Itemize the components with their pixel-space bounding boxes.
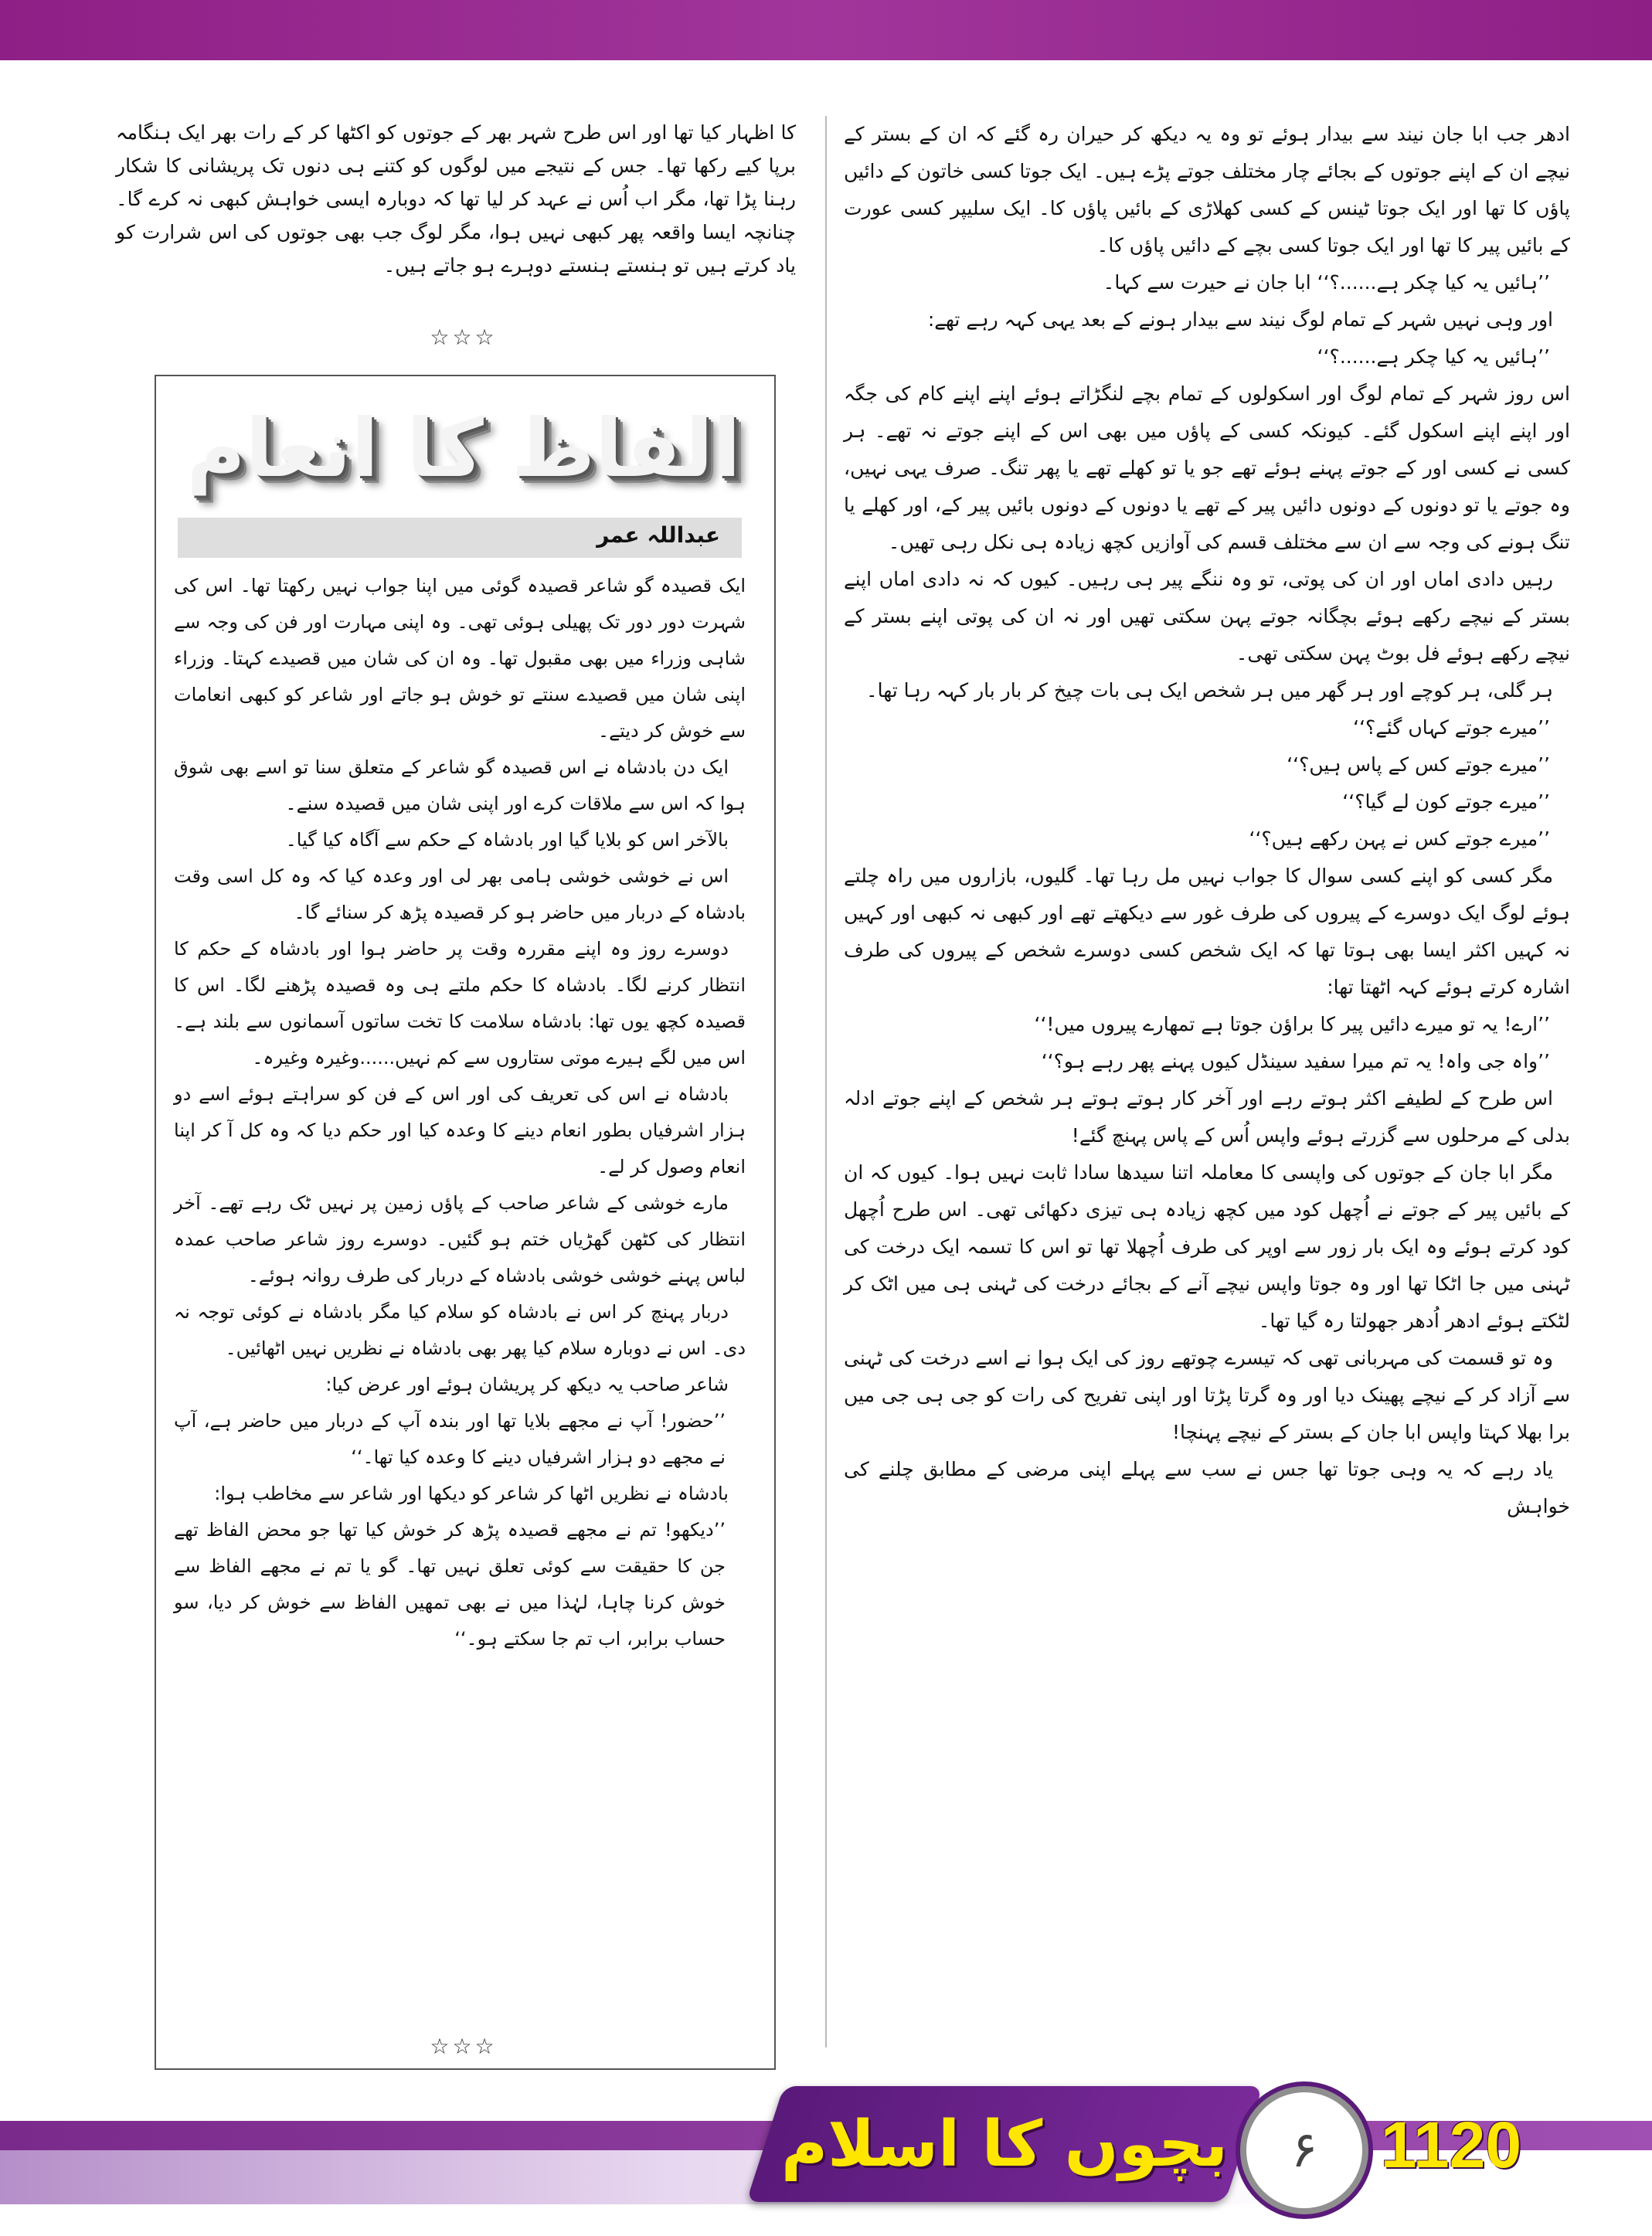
paragraph: شاعر صاحب یہ دیکھ کر پریشان ہوئے اور عرض کیا: <box>325 1374 729 1395</box>
story-end-stars: ☆☆☆ <box>430 2034 498 2059</box>
paragraph: رہیں دادی اماں اور ان کی پوتی، تو وہ ننگے پیر ہی رہیں۔ کیوں کہ نہ دادی اماں اپنے بستر کے نیچے رکھے ہوئے بچگانہ جوتے پہن سکتی تھیں اور نہ ان کی پوتی اپنے بستر کے نیچے رکھے ہوئے فل بوٹ پہن سکتی تھی۔ <box>844 568 1570 664</box>
paragraph: ’’میرے جوتے کس نے پہن رکھے ہیں؟‘‘ <box>1249 827 1550 850</box>
right-column-text <box>844 116 1570 1525</box>
page-number: ۶ <box>1240 2086 1368 2214</box>
paragraph: ’’حضور! آپ نے مجھے بلایا تھا اور بندہ آپ کے دربار میں حاضر ہے، آپ نے مجھے دو ہزار اشرفیاں دینے کا وعدہ کیا تھا۔‘‘ <box>174 1410 726 1468</box>
top-header-bar <box>0 0 1652 60</box>
paragraph: مگر کسی کو اپنے کسی سوال کا جواب نہیں مل رہا تھا۔ گلیوں، بازاروں میں راہ چلتے ہوئے لوگ ایک دوسرے کے پیروں کی طرف غور سے دیکھتے تھے اور کبھی نہ کبھی اور کہیں نہ کہیں اکثر ایسا بھی ہوتا تھا کہ ایک شخص کسی دوسرے شخص کے پیروں کی طرف اشارہ کرتے ہوئے کہہ اٹھتا تھا: <box>844 865 1570 998</box>
paragraph: اس روز شہر کے تمام لوگ اور اسکولوں کے تمام بچے لنگڑاتے ہوئے اپنے اپنے کام کی جگہ اور اپنے اپنے اسکول گئے۔ کیونکہ کسی کے پاؤں میں بھی اس کے اپنے جوتے نہ تھے۔ ہر کسی نے کسی اور کے جوتے پہنے ہوئے تھے جو یا تو کھلے تھے یا پھر تنگ۔ صرف یہی نہیں، وہ جوتے یا تو دونوں کے دونوں دائیں پیر کے تھے یا دونوں کے دونوں بائیں پیر کے، اور کھلے یا تنگ ہونے کی وجہ سے ان سے مختلف قسم کی آوازیں کچھ زیادہ ہی نکل رہی تھیں۔ <box>844 382 1570 553</box>
paragraph: ایک دن بادشاہ نے اس قصیدہ گو شاعر کے متعلق سنا تو اسے بھی شوق ہوا کہ اس سے ملاقات کرے اور اپنی شان میں قصیدہ سنے۔ <box>174 756 746 814</box>
issue-number: 1120 <box>1380 2108 1522 2181</box>
paragraph: ’’دیکھو! تم نے مجھے قصیدہ پڑھ کر خوش کیا تھا جو محض الفاظ تھے جن کا حقیقت سے کوئی تعلق نہیں تھا۔ گو یا تم نے مجھے الفاظ سے خوش کرنا چاہا، لہٰذا میں نے بھی تمھیں الفاظ سے خوش کر دیا، سو حساب برابر، اب تم جا سکتے ہو۔‘‘ <box>174 1519 726 1650</box>
author-name: عبداللہ عمر <box>597 522 720 548</box>
paragraph: ’’ہائیں یہ کیا چکر ہے......؟‘‘ <box>1317 345 1550 368</box>
paragraph: مگر ابا جان کے جوتوں کی واپسی کا معاملہ اتنا سیدھا سادا ثابت نہیں ہوا۔ کیوں کہ ان کے بائیں پیر کے جوتے نے اُچھل کود میں کچھ زیادہ ہی تیزی دکھائی تھی۔ اس طرح اُچھل کود کرتے ہوئے وہ ایک بار زور سے اوپر کی طرف اُچھلا تھا تو اس کا تسمہ ایک درخت کی ٹہنی میں جا اٹکا تھا اور وہ جوتا واپس نیچے آنے کے بجائے درخت کی ٹہنی ہی میں اٹک کر لٹکتے ہوئے ادھر اُدھر جھولتا رہ گیا تھا۔ <box>844 1161 1570 1332</box>
paragraph: یاد رہے کہ یہ وہی جوتا تھا جس نے سب سے پہلے اپنی مرضی کے مطابق چلنے کی خواہش <box>844 1458 1570 1517</box>
paragraph: کا اظہار کیا تھا اور اس طرح شہر بھر کے جوتوں کو اکٹھا کر کے رات بھر ایک ہنگامہ برپا کیے رکھا تھا۔ جس کے نتیجے میں لوگوں کو کتنے ہی دنوں تک پریشانی کا شکار رہنا پڑا تھا، مگر اب اُس نے عہد کر لیا تھا کہ دوبارہ ایسی خواہش کبھی نہ کرے گا۔ چنانچہ ایسا واقعہ پھر کبھی نہیں ہوا، مگر لوگ جب بھی جوتوں کی اس شرارت کو یاد کرتے ہیں تو ہنستے ہنستے دوہرے ہو جاتے ہیں۔ <box>116 121 796 277</box>
paragraph: دوسرے روز وہ اپنے مقررہ وقت پر حاضر ہوا اور بادشاہ کے حکم کا انتظار کرنے لگا۔ بادشاہ کا حکم ملتے ہی وہ قصیدہ پڑھنے لگا۔ اس کا قصیدہ کچھ یوں تھا: بادشاہ سلامت کا تخت ساتوں آسمانوں سے بلند ہے۔ اس میں لگے ہیرے موتی ستاروں سے کم نہیں......وغیرہ وغیرہ۔ <box>174 938 746 1069</box>
paragraph: بادشاہ نے اس کی تعریف کی اور اس کے فن کو سراہتے ہوئے اسے دو ہزار اشرفیاں بطور انعام دینے کا وعدہ کیا اور حکم دیا کہ وہ کل آ کر اپنا انعام وصول کر لے۔ <box>174 1083 746 1177</box>
story-title: الفاظ کا انعام <box>186 401 741 495</box>
paragraph: ’’ارے! یہ تو میرے دائیں پیر کا براؤن جوتا ہے تمھارے پیروں میں!‘‘ <box>1034 1013 1550 1035</box>
paragraph: ہر گلی، ہر کوچے اور ہر گھر میں ہر شخص ایک ہی بات چیخ کر بار بار کہہ رہا تھا۔ <box>865 679 1553 702</box>
paragraph: بادشاہ نے نظریں اٹھا کر شاعر کو دیکھا اور شاعر سے مخاطب ہوا: <box>214 1483 729 1504</box>
paragraph: دربار پہنچ کر اس نے بادشاہ کو سلام کیا مگر بادشاہ نے کوئی توجہ نہ دی۔ اس نے دوبارہ سلام کیا پھر بھی بادشاہ نے نظریں نہیں اٹھائیں۔ <box>174 1301 746 1359</box>
paragraph: اس طرح کے لطیفے اکثر ہوتے رہے اور آخر کار ہوتے ہوتے ہر شخص کے اپنے جوتے ادلہ بدلی کے مرحلوں سے گزرتے ہوئے واپس اُس کے پاس پہنچ گئے! <box>844 1087 1570 1147</box>
paragraph: ’’میرے جوتے کہاں گئے؟‘‘ <box>1353 716 1550 739</box>
paragraph: ایک قصیدہ گو شاعر قصیدہ گوئی میں اپنا جواب نہیں رکھتا تھا۔ اس کی شہرت دور دور تک پھیلی ہوئی تھی۔ وہ اپنی مہارت اور فن کی وجہ سے شاہی وزراء میں بھی مقبول تھا۔ وہ ان کی شان میں قصیدے کہتا۔ وزراء اپنی شان میں قصیدے سنتے تو خوش ہو جاتے اور شاعر کو کبھی انعامات سے خوش کر دیتے۔ <box>174 575 746 742</box>
paragraph: ’’میرے جوتے کس کے پاس ہیں؟‘‘ <box>1287 753 1550 776</box>
magazine-logo: بچوں کا اسلام <box>781 2107 1228 2181</box>
author-bar <box>178 518 742 558</box>
paragraph: ’’واہ جی واہ! یہ تم میرا سفید سینڈل کیوں پہنے پھر رہے ہو؟‘‘ <box>1041 1050 1550 1072</box>
paragraph: مارے خوشی کے شاعر صاحب کے پاؤں زمین پر نہیں ٹک رہے تھے۔ آخر انتظار کی کٹھن گھڑیاں ختم ہو گئیں۔ دوسرے روز شاعر صاحب عمدہ لباس پہنے خوشی خوشی بادشاہ کے دربار کی طرف روانہ ہوئے۔ <box>174 1192 746 1286</box>
section-end-stars: ☆☆☆ <box>430 325 498 350</box>
left-column-text <box>116 116 796 282</box>
paragraph: ادھر جب ابا جان نیند سے بیدار ہوئے تو وہ یہ دیکھ کر حیران رہ گئے کہ ان کے بستر کے نیچے ان کے اپنے جوتوں کے بجائے چار مختلف جوتے پڑے ہیں۔ ایک جوتا کسی خاتون کے دائیں پاؤں کا تھا اور ایک جوتا ٹینس کے کسی کھلاڑی کے بائیں پاؤں کا۔ ایک سلیپر کسی عورت کے بائیں پیر کا تھا اور ایک جوتا کسی بچے کے دائیں پاؤں کا۔ <box>844 123 1570 257</box>
column-divider <box>825 116 827 2047</box>
paragraph: اور وہی نہیں شہر کے تمام لوگ نیند سے بیدار ہونے کے بعد یہی کہہ رہے تھے: <box>927 308 1553 331</box>
paragraph: وہ تو قسمت کی مہربانی تھی کہ تیسرے چوتھے روز کی ایک ہوا نے اسے درخت کی ٹہنی سے آزاد کر کے نیچے پھینک دیا اور وہ گرتا پڑتا اور اپنی تفریح کی رات کو جی ہی جی میں برا بھلا کہتا واپس ابا جان کے بستر کے نیچے پہنچا! <box>844 1347 1570 1443</box>
paragraph: ’’ہائیں یہ کیا چکر ہے......؟‘‘ ابا جان نے حیرت سے کہا۔ <box>1103 271 1550 294</box>
paragraph: ’’میرے جوتے کون لے گیا؟‘‘ <box>1342 790 1550 813</box>
paragraph: بالآخر اس کو بلایا گیا اور بادشاہ کے حکم سے آگاہ کیا گیا۔ <box>285 829 729 851</box>
paragraph: اس نے خوشی خوشی ہامی بھر لی اور وعدہ کیا کہ وہ کل اسی وقت بادشاہ کے دربار میں حاضر ہو کر قصیدہ پڑھ کر سنائے گا۔ <box>174 865 746 923</box>
story-text <box>174 568 746 1657</box>
